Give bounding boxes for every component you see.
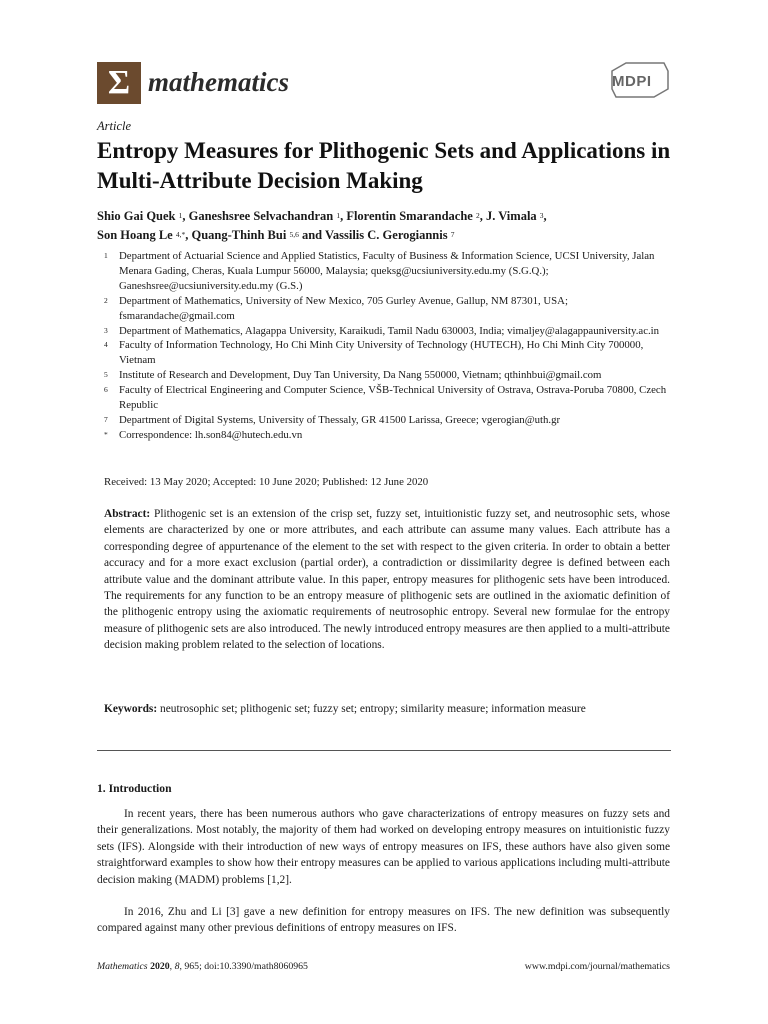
affiliation: 5 Institute of Research and Development, Duy Tan University, Da Nang 550000, Vietnam; qthinhbui@gmail.com — [104, 369, 602, 382]
keywords — [104, 701, 670, 717]
body-paragraph: In 2016, Zhu and Li [3] gave a new definition for entropy measures on IFS. The new definition was subsequently compared against many other previous definitions of entropy measures on IFS. — [97, 906, 670, 935]
author: Quang-Thinh Bui $^{5,6}$ and — [191, 228, 325, 242]
author-list — [97, 207, 677, 245]
author: J. Vimala $^3$, — [485, 209, 547, 223]
correspondence: * Correspondence: lh.son84@hutech.edu.vn — [104, 428, 303, 441]
mdpi-logo-text: MDPI — [612, 73, 652, 90]
author: Son Hoang Le $^{4,*}$, — [97, 228, 192, 242]
section-divider — [97, 750, 671, 751]
publication-dates: Received: 13 May 2020; Accepted: 10 June 2020; Published: 12 June 2020 — [104, 476, 429, 488]
journal-logo: Σ — [97, 62, 141, 104]
article-title: Entropy Measures for Plithogenic Sets and Applications in Multi-Attribute Decision Making — [97, 138, 671, 193]
journal-url-link[interactable]: www.mdpi.com/journal/mathematics — [524, 961, 670, 972]
abstract — [104, 506, 670, 654]
affiliation: 4 Faculty of Information Technology, Ho Chi Minh City University of Technology (HUTECH), Ho Chi Minh City 700000, Vietnam — [104, 339, 644, 367]
keywords-text: neutrosophic set; plithogenic set; fuzzy set; entropy; similarity measure; information measure — [160, 703, 586, 715]
abstract-text: Plithogenic set is an extension of the crisp set, fuzzy set, intuitionistic fuzzy set, and neutrosophic sets, whose elements are characterized by one or more attributes, and each attribute can assume many values. Each attribute has a corresponding degree of appurtenance of the element to the set with respect to the given criteria. In order to obtain a better accuracy and for a more exact exclusion (partial order), a contradiction or dissimilarity degree is defined between each attribute value and the dominant attribute value. In this paper, entropy measures for plithogenic sets have been introduced. The requirements for any function to be an entropy measure of plithogenic sets are outlined in the axiomatic definition of the plithogenic entropy using the axiomatic requirements of neutrosophic entropy. Several new formulae for the entropy measure of plithogenic sets are also introduced. The newly introduced entropy measures are then applied to a multi-attribute decision making problem related to the selection of locations. — [104, 508, 670, 652]
article-type: Article — [97, 119, 132, 133]
affiliation-list — [104, 249, 670, 443]
affiliation: 7 Department of Digital Systems, University of Thessaly, GR 41500 Larissa, Greece; vgerogian@uth.gr — [104, 413, 561, 426]
journal-name: mathematics — [148, 67, 289, 97]
affiliation: 3 Department of Mathematics, Alagappa University, Karaikudi, Tamil Nadu 630003, India; vimaljey@alagappauniversity.ac.in — [104, 324, 660, 337]
affiliation: 1 Department of Actuarial Science and Applied Statistics, Faculty of Business & Information Science, UCSI University, Jalan Menara Gading, Cheras, Kuala Lumpur 56000, Malaysia; queksg@ucsiuniversity.edu.my (S.G.Q.); Ganeshsree@ucsiuniversity.edu.my (G.S.) — [104, 250, 655, 292]
section-heading: 1. Introduction — [97, 782, 172, 795]
affiliation: 6 Faculty of Electrical Engineering and Computer Science, VŠB-Technical University of Ostrava, Ostrava-Poruba 70800, Czech Republic — [104, 384, 667, 412]
affiliation: 2 Department of Mathematics, University of New Mexico, 705 Gurley Avenue, Gallup, NM 87301, USA; fsmarandache@gmail.com — [104, 294, 568, 322]
abstract-label: Abstract: — [104, 508, 151, 520]
citation-footer: Mathematics 2020, 8, 965; doi:10.3390/math8060965 — [97, 961, 308, 972]
author: Shio Gai Quek $^1$, — [97, 209, 189, 223]
author: Ganeshsree Selvachandran $^1$, — [188, 209, 347, 223]
mdpi-logo — [608, 62, 670, 98]
author: Florentin Smarandache $^2$, — [346, 209, 486, 223]
keywords-label: Keywords: — [104, 703, 158, 715]
body-paragraph: In recent years, there has been numerous authors who gave characterizations of entropy measures on fuzzy sets and their generalizations. Most notably, the majority of them had worked on developing entropy measures on intuitionistic fuzzy sets (IFS). Alongside with their introduction of new ways of entropy measures on IFS, these authors have also given some straightforward examples to show how their entropy measures can be applied to various applications including multi-attribute decision making (MADM) problems [1,2]. — [97, 808, 670, 886]
author: Vassilis C. Gerogiannis $^7$ — [325, 228, 455, 242]
